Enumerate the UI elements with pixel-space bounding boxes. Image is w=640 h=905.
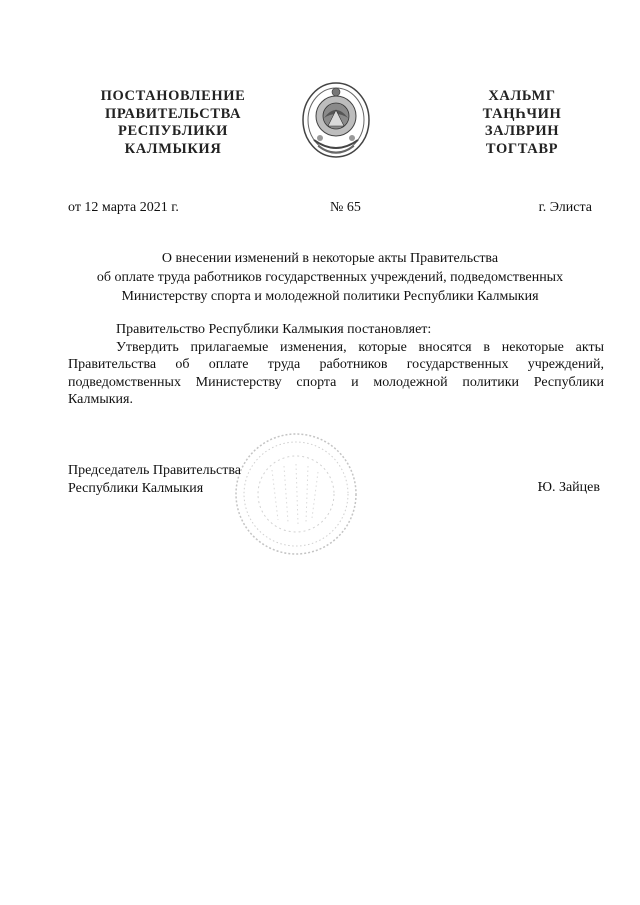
document-body xyxy=(68,321,604,409)
signatory-line: Республики Калмыкия xyxy=(68,480,204,496)
document-number: № 65 xyxy=(330,200,361,215)
header-right-line: ТАҢҺЧИН xyxy=(482,105,562,122)
title-line: О внесении изменений в некоторые акты Правительства xyxy=(161,251,499,266)
coat-of-arms-icon xyxy=(300,80,372,160)
title-line: Министерству спорта и молодежной политики Республики Калмыкия xyxy=(121,289,539,304)
title-line: об оплате труда работников государственных учреждений, подведомственных xyxy=(96,270,564,285)
signatory-position xyxy=(68,462,241,497)
body-paragraph-resolution: Утвердить прилагаемые изменения, которые вносятся в некоторые акты Правительства об оплате труда работников государственных учреждений, подведомственных Министерству спорта и молодежной политики Республики Калмыкия. xyxy=(68,339,604,407)
document-title xyxy=(68,249,592,306)
header-right-line: ЗАЛВРИН xyxy=(484,123,560,139)
header-right-line: ТОГТАВР xyxy=(485,140,559,157)
signatory-name: Ю. Зайцев xyxy=(537,480,600,495)
body-paragraph-intro: Правительство Республики Калмыкия постановляет: xyxy=(116,322,432,337)
document-date: от 12 марта 2021 г. xyxy=(68,200,179,215)
header-left-line: ПОСТАНОВЛЕНИЕ xyxy=(100,88,246,104)
header-left-title xyxy=(88,88,258,158)
document-meta-row xyxy=(68,200,592,220)
header-left-line: КАЛМЫКИЯ xyxy=(124,140,222,157)
header-right-line: ХАЛЬМГ xyxy=(488,88,556,104)
header-left-line: ПРАВИТЕЛЬСТВА xyxy=(104,105,242,122)
official-seal-icon xyxy=(232,430,360,558)
header-right-title xyxy=(452,88,592,158)
signatory-line: Председатель Правительства xyxy=(68,463,241,478)
header-left-line: РЕСПУБЛИКИ xyxy=(117,123,229,139)
document-city: г. Элиста xyxy=(538,200,592,215)
